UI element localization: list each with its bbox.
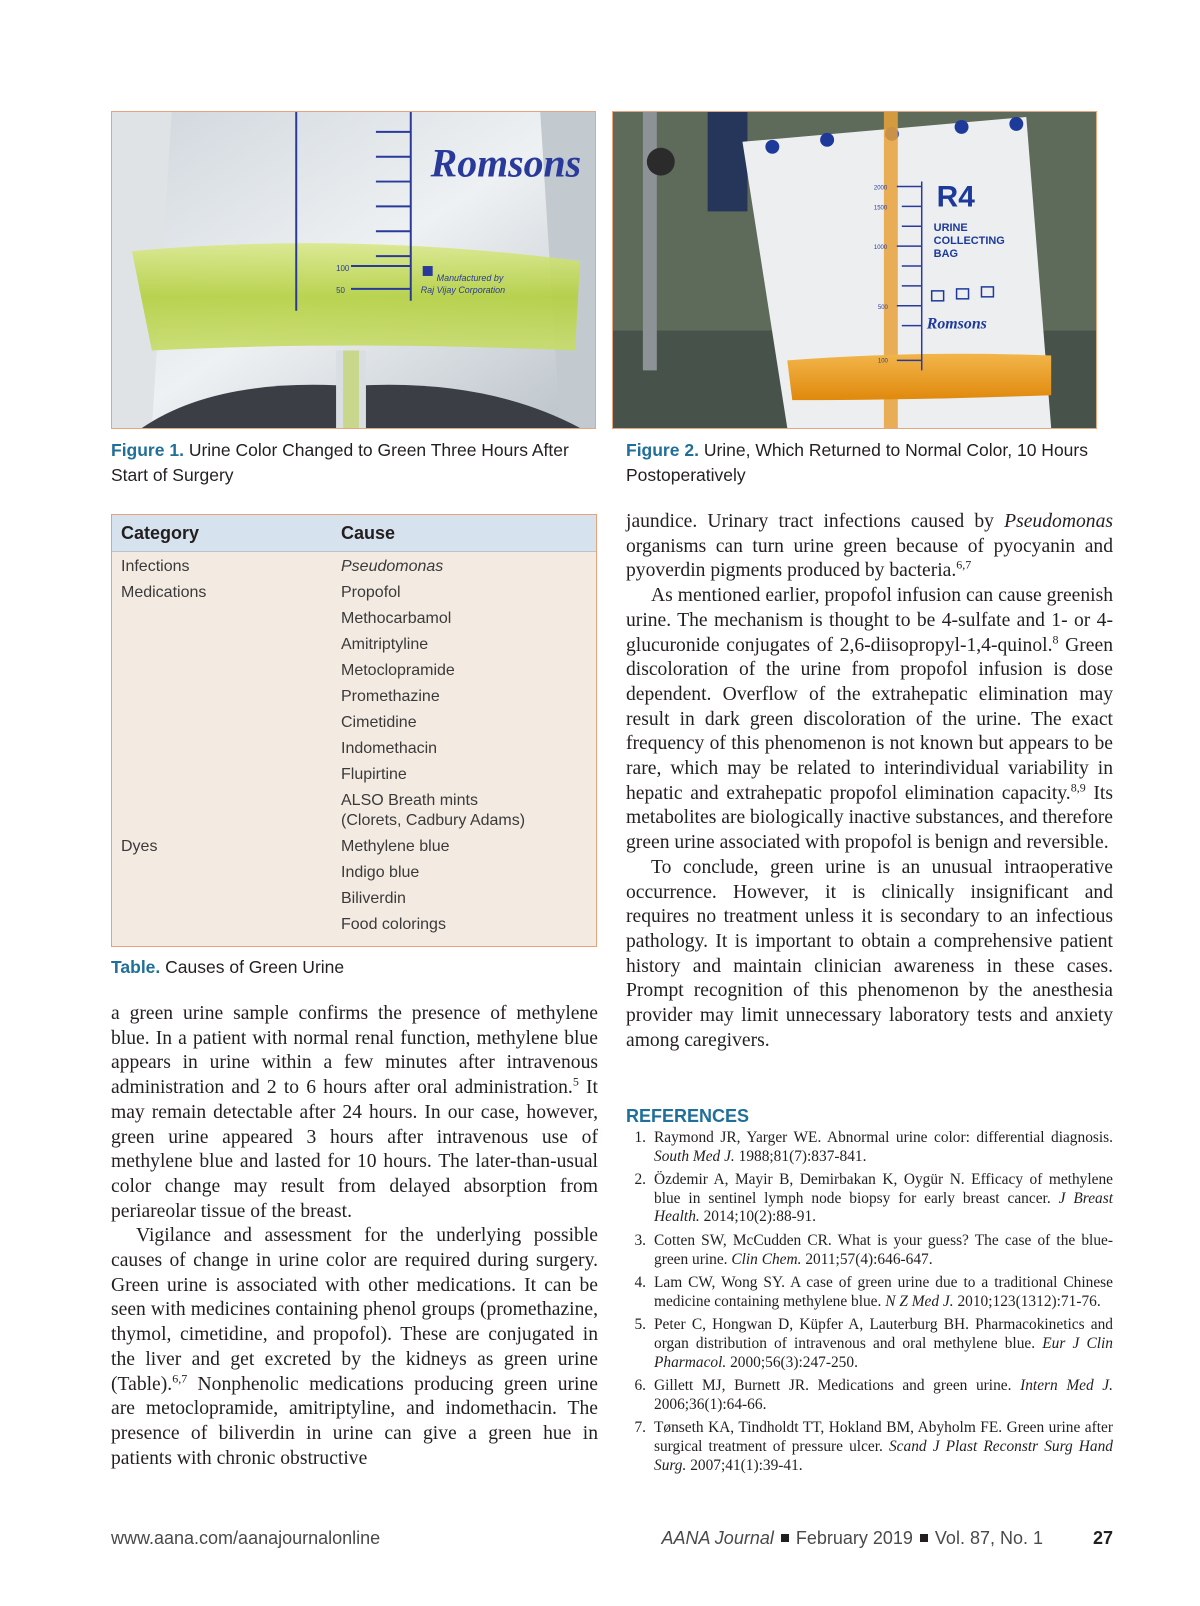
reference-journal: Intern Med J. xyxy=(1020,1377,1113,1395)
right-p2-text-b: Green discoloration of the urine from propofol infusion is dose dependent. Overflow of the extrahepatic elimination may result in dark green discoloration of the urine. The exact frequency of this phenomenon is not known but appears to be rare, which may be related to interindividual variability in hepatic and extrahepatic propofol elimination capacity. xyxy=(626,634,1113,804)
table-cell-cause: ALSO Breath mints (Clorets, Cadbury Adams) xyxy=(341,792,526,829)
footer-date: February 2019 xyxy=(795,1528,913,1548)
figure-2-caption xyxy=(626,438,1113,488)
left-paragraph-1 xyxy=(111,1002,598,1224)
reference-text: Peter C, Hongwan D, Küpfer A, Lauterburg BH. Pharmacokinetics and organ distribution of intravenous and oral methylene blue. xyxy=(654,1316,1113,1352)
reference-tail: 2011;57(4):646-647. xyxy=(801,1250,933,1268)
table-cell-cause: Flupirtine xyxy=(341,766,407,783)
left-p2-text-b: Nonphenolic medications producing green urine are metoclopramide, amitriptyline, and indomethacin. The presence of biliverdin in urine can give a green hue in patients with chronic obstructive xyxy=(111,1373,598,1469)
table-cell-cause: Amitriptyline xyxy=(341,636,429,653)
causes-table xyxy=(111,514,597,947)
figure-1-label: Figure 1. xyxy=(111,440,184,460)
reference-number: 4. xyxy=(634,1274,646,1292)
reference-tail: 1988;81(7):837-841. xyxy=(734,1147,867,1165)
right-p2-text-c: Its metabolites are biologically inactive substances, and therefore green urine associated with propofol is benign and reversible. xyxy=(626,782,1113,854)
square-bullet-icon xyxy=(920,1534,928,1542)
right-paragraph-3: To conclude, green urine is an unusual intraoperative occurrence. However, it is clinically insignificant and requires no treatment unless it is secondary to an infectious pathology. It is important to obtain a comprehensive patient history and maintain clinician awareness in these cases. Prompt recognition of this phenomenon by the anesthesia provider may limit unnecessary laboratory tests and anxiety among caregivers. xyxy=(626,856,1113,1051)
fig2-bag-sub3: BAG xyxy=(933,248,959,261)
reference-tail: 2006;36(1):64-66. xyxy=(654,1395,767,1413)
left-p1-text-a: a green urine sample confirms the presence of methylene blue. In a patient with normal renal function, methylene blue appears in urine within a few minutes after intravenous administration and 2 to 6 hours after oral administration. xyxy=(111,1003,598,1099)
table-cell-cause: Propofol xyxy=(341,584,401,601)
table-cell-category: Infections xyxy=(121,558,190,575)
reference-item xyxy=(626,1316,1113,1372)
reference-item xyxy=(626,1377,1113,1414)
table-cell-cause: Cimetidine xyxy=(341,714,417,731)
reference-text: Özdemir A, Mayir B, Demirbakan K, Oygür N. Efficacy of methylene blue in sentinel lymph node biopsy for early breast cancer. xyxy=(654,1171,1113,1207)
reference-number: 6. xyxy=(634,1377,646,1395)
right-p2-citation-2: 8,9 xyxy=(1070,780,1086,795)
left-paragraph-2 xyxy=(111,1224,598,1471)
reference-journal: South Med J. xyxy=(654,1147,735,1165)
right-p1-italic: Pseudomonas xyxy=(1004,511,1113,532)
right-p2-text-a: As mentioned earlier, propofol infusion can cause greenish urine. The mechanism is thought to be 4-sulfate and 1- or 4-glucuronide conjugates of 2,6-diisopropyl-1,4-quinol. xyxy=(626,585,1113,656)
figure-1-caption xyxy=(111,438,598,488)
reference-item xyxy=(626,1171,1113,1227)
left-column-text xyxy=(111,1002,598,1471)
fig1-maker-1: Manufactured by xyxy=(436,272,504,283)
figure-2-label: Figure 2. xyxy=(626,440,699,460)
reference-tail: 2000;56(3):247-250. xyxy=(726,1353,858,1371)
fig1-scale-100: 100 xyxy=(336,264,350,273)
right-p1-text-b: organisms can turn urine green because of pyocyanin and pyoverdin pigments produced by bacteria. xyxy=(626,535,1113,582)
page-number: 27 xyxy=(1092,1528,1113,1548)
fig1-scale-50: 50 xyxy=(336,285,345,295)
figure-1-photo xyxy=(111,111,596,429)
footer-journal-name: AANA Journal xyxy=(661,1528,774,1548)
reference-journal: N Z Med J. xyxy=(885,1292,954,1310)
table-header-cause: Cause xyxy=(341,523,396,543)
table-cell-cause: Promethazine xyxy=(341,688,440,705)
reference-tail: 2010;123(1312):71-76. xyxy=(953,1292,1101,1310)
fig2-bag-title: R4 xyxy=(936,180,975,214)
fig2-scale-100: 100 xyxy=(877,358,888,365)
right-p1-text-a: jaundice. Urinary tract infections caused by xyxy=(626,511,1005,532)
left-p1-citation: 5 xyxy=(572,1074,579,1089)
left-p2-text-a: Vigilance and assessment for the underlying possible causes of change in urine color are required during surgery. Green urine is associated with other medications. It can be seen with medicines containing phenol groups (promethazine, thymol, cimetidine, and propofol). These are conjugated in the liver and get excreted by the kidneys as green urine (Table). xyxy=(111,1225,598,1395)
references-list xyxy=(626,1129,1113,1480)
fig2-scale-1000: 1000 xyxy=(873,245,888,252)
fig1-maker-2: Raj Vijay Corporation xyxy=(420,284,506,295)
references-heading: REFERENCES xyxy=(626,1106,750,1126)
reference-text: Gillett MJ, Burnett JR. Medications and green urine. xyxy=(654,1377,1021,1395)
footer-url[interactable]: www.aana.com/aanajournalonline xyxy=(111,1528,381,1548)
square-bullet-icon xyxy=(781,1534,789,1542)
figure-1-caption-text: Urine Color Changed to Green Three Hours After Start of Surgery xyxy=(111,440,569,485)
table-cell-cause: Food colorings xyxy=(341,916,446,933)
reference-item xyxy=(626,1232,1113,1269)
reference-number: 7. xyxy=(634,1419,646,1437)
reference-tail: 2014;10(2):88-91. xyxy=(699,1208,817,1226)
table-cell-cause: Metoclopramide xyxy=(341,662,455,679)
table-cell-cause: Indomethacin xyxy=(341,740,438,757)
right-p2-citation-1: 8 xyxy=(1052,631,1059,646)
fig2-bag-brand: Romsons xyxy=(926,315,987,333)
right-p1-citation: 6,7 xyxy=(956,557,972,572)
left-p1-text-b: It may remain detectable after 24 hours. In our case, however, green urine appeared 3 hours after intravenous use of methylene blue and lasted for 10 hours. The later-than-usual color change may result from delayed absorption from periareolar tissue of the breast. xyxy=(111,1077,598,1222)
fig2-bag-sub1: URINE xyxy=(933,222,968,235)
reference-journal: J Breast Health. xyxy=(654,1189,1113,1226)
table-cell-cause: Methocarbamol xyxy=(341,610,452,627)
reference-item xyxy=(626,1419,1113,1475)
fig2-scale-500: 500 xyxy=(877,304,888,311)
right-paragraph-1 xyxy=(626,510,1113,584)
figure-2-photo xyxy=(612,111,1097,429)
reference-journal: Clin Chem. xyxy=(731,1250,802,1268)
table-caption-text: Causes of Green Urine xyxy=(165,957,345,977)
table-caption-label: Table. xyxy=(111,957,161,977)
reference-item xyxy=(626,1129,1113,1166)
fig2-bag-sub2: COLLECTING xyxy=(933,235,1005,248)
table-cell-category: Medications xyxy=(121,584,207,601)
table-cell-cause: Biliverdin xyxy=(341,890,406,907)
fig2-scale-2000: 2000 xyxy=(873,185,888,192)
table-cell-cause: Methylene blue xyxy=(341,838,450,855)
reference-text: Raymond JR, Yarger WE. Abnormal urine color: differential diagnosis. xyxy=(654,1129,1113,1146)
table-cell-category: Dyes xyxy=(121,838,158,855)
table-caption xyxy=(111,957,344,978)
figure-2-caption-text: Urine, Which Returned to Normal Color, 10 Hours Postoperatively xyxy=(626,440,1088,485)
reference-text: Cotten SW, McCudden CR. What is your guess? The case of the blue-green urine. xyxy=(654,1231,1113,1268)
reference-number: 2. xyxy=(634,1171,646,1189)
page-footer xyxy=(111,1528,1113,1552)
fig2-scale-1500: 1500 xyxy=(873,205,888,212)
left-p2-citation: 6,7 xyxy=(172,1371,188,1386)
table-header-category: Category xyxy=(121,523,200,543)
reference-number: 5. xyxy=(634,1316,646,1334)
table-header xyxy=(112,515,596,552)
reference-text: Lam CW, Wong SY. A case of green urine due to a traditional Chinese medicine containing methylene blue. xyxy=(654,1274,1113,1310)
fig1-brand-text: Romsons xyxy=(430,141,582,186)
reference-item xyxy=(626,1274,1113,1311)
footer-volume: Vol. 87, No. 1 xyxy=(934,1528,1043,1548)
reference-tail: 2007;41(1):39-41. xyxy=(686,1456,803,1474)
reference-text: Tønseth KA, Tindholdt TT, Hokland BM, Abyholm FE. Green urine after surgical treatment of pressure ulcer. xyxy=(654,1419,1113,1455)
reference-number: 3. xyxy=(634,1231,646,1249)
right-paragraph-2 xyxy=(626,584,1113,856)
footer-journal-info xyxy=(661,1528,1043,1549)
reference-number: 1. xyxy=(634,1129,646,1146)
table-cell-cause: Pseudomonas xyxy=(341,558,444,575)
reference-journal: Scand J Plast Reconstr Surg Hand Surg. xyxy=(654,1437,1114,1474)
reference-journal: Eur J Clin Pharmacol. xyxy=(654,1334,1113,1371)
table-cell-cause: Indigo blue xyxy=(341,864,420,881)
right-column-text xyxy=(626,510,1113,1053)
